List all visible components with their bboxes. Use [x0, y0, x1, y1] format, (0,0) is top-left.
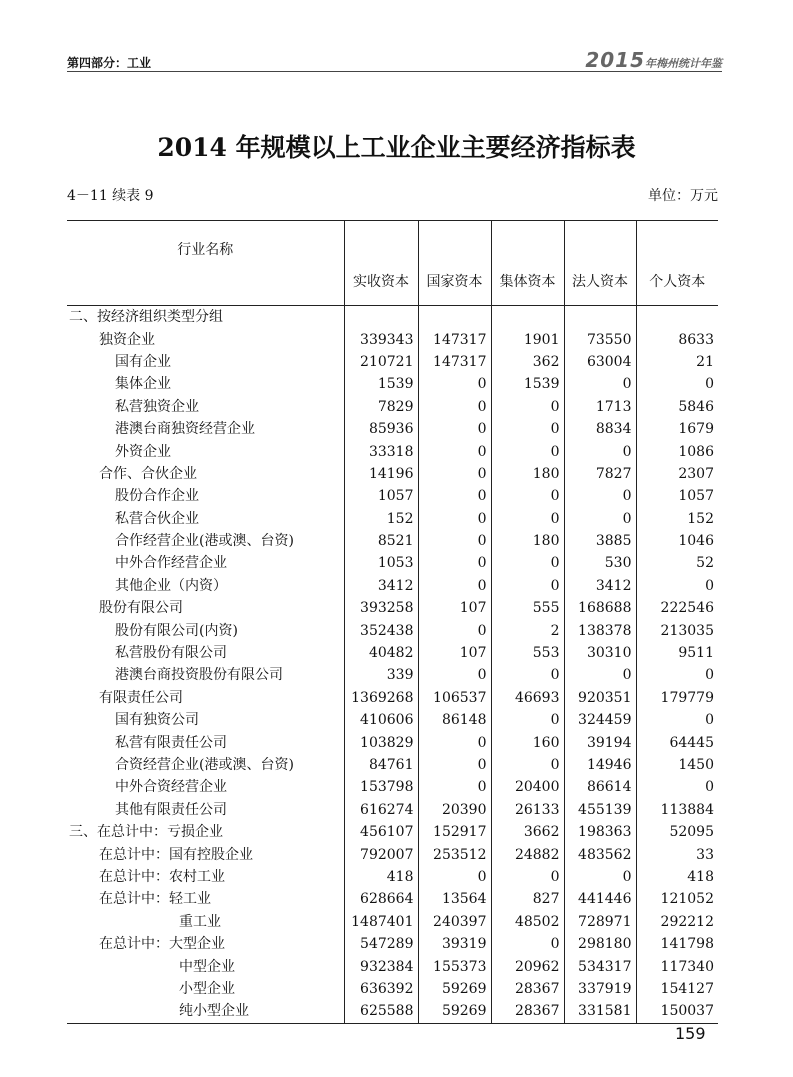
table-cell: 154127	[636, 978, 718, 1000]
table-cell: 441446	[564, 888, 636, 910]
table-cell: 331581	[564, 1000, 636, 1023]
table-row	[67, 687, 718, 709]
table-cell: 362	[491, 351, 564, 373]
column-header-individual-capital: 个人资本	[636, 221, 718, 306]
table-cell: 28367	[491, 978, 564, 1000]
table-cell: 1369268	[344, 687, 418, 709]
table-cell: 0	[636, 664, 718, 686]
table-cell: 26133	[491, 799, 564, 821]
table-cell: 168688	[564, 597, 636, 619]
table-row	[67, 754, 718, 776]
table-cell: 155373	[418, 955, 491, 977]
table-cell: 0	[418, 664, 491, 686]
table-cell: 103829	[344, 731, 418, 753]
row-label: 私营独资企业	[115, 398, 199, 415]
table-cell: 8834	[564, 418, 636, 440]
table-cell: 73550	[564, 328, 636, 350]
table-cell: 1901	[491, 328, 564, 350]
table-cell: 222546	[636, 597, 718, 619]
table-cell: 179779	[636, 687, 718, 709]
table-cell: 7829	[344, 396, 418, 418]
table-cell: 553	[491, 642, 564, 664]
table-cell: 0	[491, 664, 564, 686]
row-label: 合资经营企业(港或澳、台资)	[115, 757, 294, 773]
row-label: 在总计中：轻工业	[99, 891, 211, 908]
table-cell: 33318	[344, 440, 418, 462]
table-cell: 0	[636, 709, 718, 731]
table-cell: 0	[491, 866, 564, 888]
table-cell: 213035	[636, 619, 718, 641]
table-cell: 152917	[418, 821, 491, 843]
table-cell: 240397	[418, 911, 491, 933]
table-cell: 547289	[344, 933, 418, 955]
table-cell: 0	[418, 552, 491, 574]
row-label: 私营股份有限公司	[115, 645, 227, 662]
table-cell: 0	[418, 396, 491, 418]
column-header-paid-in-capital: 实收资本	[344, 221, 418, 306]
table-cell: 324459	[564, 709, 636, 731]
table-row	[67, 933, 718, 955]
table-cell: 152	[344, 508, 418, 530]
table-cell: 3412	[344, 575, 418, 597]
row-label: 二、按经济组织类型分组	[69, 309, 223, 326]
running-header	[67, 48, 722, 72]
table-cell: 418	[636, 866, 718, 888]
table-cell: 28367	[491, 1000, 564, 1023]
table-cell: 20400	[491, 776, 564, 798]
table-cell: 0	[564, 866, 636, 888]
table-cell: 555	[491, 597, 564, 619]
table-row	[67, 843, 718, 865]
row-label: 三、在总计中：亏损企业	[69, 824, 223, 841]
table-row	[67, 642, 718, 664]
table-cell: 0	[418, 866, 491, 888]
table-cell: 30310	[564, 642, 636, 664]
table-cell: 8633	[636, 328, 718, 350]
row-label: 其他有限责任公司	[115, 801, 227, 818]
row-label: 小型企业	[179, 980, 235, 997]
row-label: 私营有限责任公司	[115, 734, 227, 751]
table-row	[67, 508, 718, 530]
table-cell: 1679	[636, 418, 718, 440]
table-cell: 0	[491, 485, 564, 507]
column-header-collective-capital: 集体资本	[491, 221, 564, 306]
section-label: 第四部分：工业	[67, 56, 152, 70]
table-cell: 920351	[564, 687, 636, 709]
table-row	[67, 440, 718, 462]
table-cell: 14946	[564, 754, 636, 776]
table-row	[67, 619, 718, 641]
table-row	[67, 709, 718, 731]
table-cell: 827	[491, 888, 564, 910]
row-label: 股份合作企业	[115, 488, 199, 505]
table-row	[67, 978, 718, 1000]
row-label: 股份有限公司(内资)	[115, 622, 238, 639]
row-label: 其他企业（内资）	[115, 577, 227, 594]
table-cell: 1057	[344, 485, 418, 507]
table-title: 2014 年规模以上工业企业主要经济指标表	[157, 133, 636, 162]
table-cell: 1539	[491, 373, 564, 395]
table-cell: 153798	[344, 776, 418, 798]
data-table	[67, 220, 718, 1024]
table-row	[67, 799, 718, 821]
table-cell: 0	[564, 664, 636, 686]
table-id: 4－11 续表 9	[67, 188, 154, 204]
table-cell: 2	[491, 619, 564, 641]
table-cell: 180	[491, 530, 564, 552]
table-cell: 210721	[344, 351, 418, 373]
unit-label: 单位：万元	[648, 188, 718, 204]
table-cell: 393258	[344, 597, 418, 619]
table-row	[67, 552, 718, 574]
table-cell: 418	[344, 866, 418, 888]
table-cell: 33	[636, 843, 718, 865]
table-row	[67, 351, 718, 373]
table-cell: 21	[636, 351, 718, 373]
table-cell: 150037	[636, 1000, 718, 1023]
table-cell: 0	[418, 731, 491, 753]
table-cell: 625588	[344, 1000, 418, 1023]
table-cell: 0	[564, 440, 636, 462]
table-body	[67, 306, 718, 1024]
table-cell: 106537	[418, 687, 491, 709]
table-cell: 59269	[418, 1000, 491, 1023]
table-cell: 0	[564, 485, 636, 507]
table-cell: 0	[491, 396, 564, 418]
table-cell: 3885	[564, 530, 636, 552]
table-row	[67, 888, 718, 910]
table-cell	[636, 306, 718, 329]
row-label: 港澳台商投资股份有限公司	[115, 667, 283, 684]
table-cell: 5846	[636, 396, 718, 418]
table-cell: 0	[491, 754, 564, 776]
table-cell: 298180	[564, 933, 636, 955]
row-label: 中型企业	[179, 958, 235, 975]
table-cell: 0	[636, 575, 718, 597]
table-cell: 63004	[564, 351, 636, 373]
table-cell: 20962	[491, 955, 564, 977]
row-label: 国有企业	[115, 353, 171, 370]
table-cell: 52	[636, 552, 718, 574]
table-row	[67, 911, 718, 933]
table-cell: 107	[418, 642, 491, 664]
table-cell: 339	[344, 664, 418, 686]
table-cell	[344, 306, 418, 329]
table-cell: 14196	[344, 463, 418, 485]
table-cell: 85936	[344, 418, 418, 440]
table-cell: 792007	[344, 843, 418, 865]
table-cell: 534317	[564, 955, 636, 977]
table-cell: 40482	[344, 642, 418, 664]
table-cell: 0	[418, 619, 491, 641]
table-cell: 0	[491, 440, 564, 462]
table-cell: 3662	[491, 821, 564, 843]
table-cell: 0	[636, 373, 718, 395]
table-cell: 0	[491, 552, 564, 574]
table-cell: 0	[418, 440, 491, 462]
table-cell: 0	[491, 933, 564, 955]
table-row	[67, 328, 718, 350]
table-cell: 113884	[636, 799, 718, 821]
table-cell: 0	[418, 418, 491, 440]
table-row	[67, 575, 718, 597]
table-cell: 1539	[344, 373, 418, 395]
row-label: 港澳台商独资经营企业	[115, 421, 255, 438]
row-label: 重工业	[179, 913, 221, 930]
table-cell: 0	[418, 754, 491, 776]
table-header-row	[67, 221, 718, 306]
table-row	[67, 1000, 718, 1023]
table-cell: 0	[418, 485, 491, 507]
table-cell: 1487401	[344, 911, 418, 933]
table-cell: 9511	[636, 642, 718, 664]
table-row	[67, 776, 718, 798]
table-cell: 0	[491, 709, 564, 731]
table-cell: 8521	[344, 530, 418, 552]
table-cell: 0	[418, 508, 491, 530]
row-label: 股份有限公司	[99, 600, 183, 617]
table-cell: 24882	[491, 843, 564, 865]
table-cell: 107	[418, 597, 491, 619]
table-cell: 337919	[564, 978, 636, 1000]
table-cell: 138378	[564, 619, 636, 641]
table-row	[67, 463, 718, 485]
table-cell: 292212	[636, 911, 718, 933]
table-row	[67, 664, 718, 686]
table-cell: 0	[491, 418, 564, 440]
table-cell: 636392	[344, 978, 418, 1000]
table-row	[67, 485, 718, 507]
table-cell: 141798	[636, 933, 718, 955]
table-cell: 530	[564, 552, 636, 574]
table-cell: 1057	[636, 485, 718, 507]
table-cell: 932384	[344, 955, 418, 977]
table-cell: 0	[418, 463, 491, 485]
table-cell: 2307	[636, 463, 718, 485]
table-cell: 1713	[564, 396, 636, 418]
table-row	[67, 731, 718, 753]
table-cell: 160	[491, 731, 564, 753]
table-cell: 52095	[636, 821, 718, 843]
table-row	[67, 530, 718, 552]
table-cell: 1086	[636, 440, 718, 462]
row-label: 在总计中：大型企业	[99, 936, 225, 953]
table-cell: 84761	[344, 754, 418, 776]
table-cell: 1450	[636, 754, 718, 776]
row-label: 私营合伙企业	[115, 510, 199, 527]
column-header-state-capital: 国家资本	[418, 221, 491, 306]
table-cell: 253512	[418, 843, 491, 865]
table-row	[67, 597, 718, 619]
table-cell: 1053	[344, 552, 418, 574]
table-cell	[491, 306, 564, 329]
table-cell: 483562	[564, 843, 636, 865]
column-header-name: 行业名称	[67, 221, 344, 306]
table-cell: 46693	[491, 687, 564, 709]
yearbook-year: 2015	[585, 48, 645, 72]
row-label: 外资企业	[115, 443, 171, 460]
table-cell: 0	[564, 508, 636, 530]
table-cell: 13564	[418, 888, 491, 910]
table-row	[67, 306, 718, 329]
table-cell: 117340	[636, 955, 718, 977]
table-cell: 0	[564, 373, 636, 395]
row-label: 独资企业	[99, 331, 155, 348]
table-cell: 410606	[344, 709, 418, 731]
table-cell: 20390	[418, 799, 491, 821]
table-cell: 456107	[344, 821, 418, 843]
yearbook-label	[585, 48, 722, 72]
page-number: 159	[675, 1024, 706, 1043]
table-cell: 59269	[418, 978, 491, 1000]
table-cell: 64445	[636, 731, 718, 753]
table-cell: 352438	[344, 619, 418, 641]
table-row	[67, 821, 718, 843]
table-cell: 39319	[418, 933, 491, 955]
table-cell: 39194	[564, 731, 636, 753]
row-label: 集体企业	[115, 376, 171, 393]
table-cell: 7827	[564, 463, 636, 485]
table-cell	[564, 306, 636, 329]
yearbook-title: 年梅州统计年鉴	[645, 57, 722, 70]
row-label: 中外合资经营企业	[115, 779, 227, 796]
table-row	[67, 418, 718, 440]
row-label: 合作、合伙企业	[99, 465, 197, 482]
row-label: 中外合作经营企业	[115, 555, 227, 572]
table-cell: 147317	[418, 351, 491, 373]
table-row	[67, 373, 718, 395]
table-row	[67, 396, 718, 418]
table-row	[67, 955, 718, 977]
row-label: 有限责任公司	[99, 689, 183, 706]
header-divider	[67, 71, 722, 72]
table-cell: 0	[418, 776, 491, 798]
table-cell: 0	[418, 575, 491, 597]
table-cell: 0	[491, 508, 564, 530]
row-label: 国有独资公司	[115, 712, 199, 729]
table-cell	[418, 306, 491, 329]
table-row	[67, 866, 718, 888]
column-header-corporate-capital: 法人资本	[564, 221, 636, 306]
table-cell: 48502	[491, 911, 564, 933]
table-cell: 180	[491, 463, 564, 485]
table-cell: 339343	[344, 328, 418, 350]
table-cell: 0	[418, 373, 491, 395]
table-cell: 628664	[344, 888, 418, 910]
table-cell: 616274	[344, 799, 418, 821]
row-label: 合作经营企业(港或澳、台资)	[115, 533, 294, 550]
table-cell: 86148	[418, 709, 491, 731]
table-cell: 152	[636, 508, 718, 530]
table-cell: 0	[491, 575, 564, 597]
row-label: 在总计中：农村工业	[99, 868, 225, 885]
table-cell: 455139	[564, 799, 636, 821]
table-cell: 0	[418, 530, 491, 552]
row-label: 在总计中：国有控股企业	[99, 846, 253, 863]
table-cell: 0	[636, 776, 718, 798]
table-cell: 147317	[418, 328, 491, 350]
table-cell: 86614	[564, 776, 636, 798]
table-cell: 3412	[564, 575, 636, 597]
row-label: 纯小型企业	[67, 1000, 344, 1023]
table-cell: 1046	[636, 530, 718, 552]
table-cell: 121052	[636, 888, 718, 910]
table-cell: 198363	[564, 821, 636, 843]
table-cell: 728971	[564, 911, 636, 933]
